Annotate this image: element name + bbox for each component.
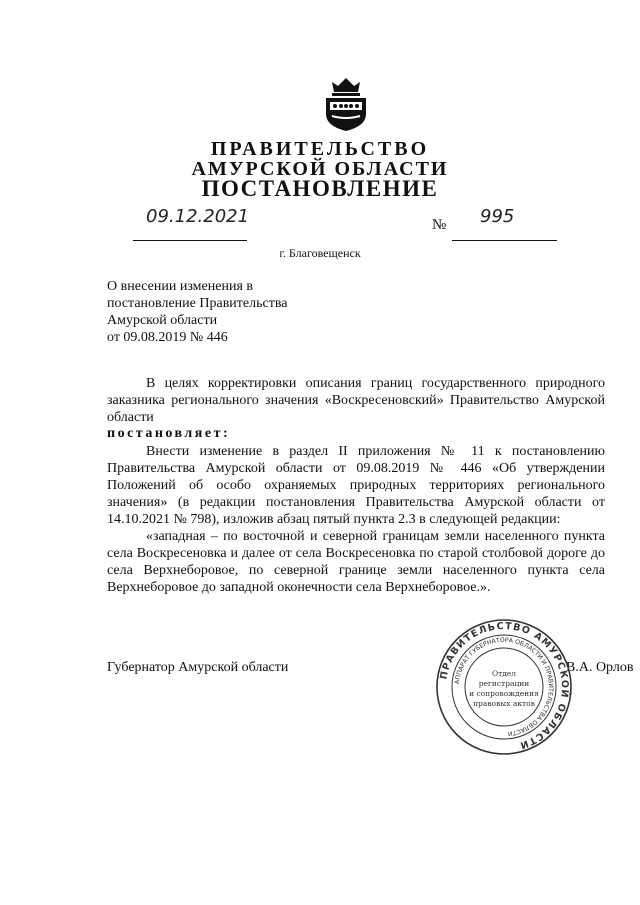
subject-block <box>107 278 287 346</box>
government-title: ПРАВИТЕЛЬСТВО <box>210 138 430 160</box>
preamble-paragraph: В целях корректировки описания границ государственного природного заказника регионального значения «Воскресеновский» Правительство Амурской области <box>107 376 605 425</box>
subject-line: Амурской области <box>107 313 218 328</box>
stamp-center-line: Отдел <box>491 669 517 678</box>
subject-line: постановление Правительства <box>107 296 288 311</box>
coat-of-arms-icon <box>322 76 370 132</box>
subject-line: О внесении изменения в <box>107 279 253 294</box>
document-date: 09.12.2021 <box>146 206 250 227</box>
signatory-title: Губернатор Амурской области <box>107 660 289 675</box>
subject-line: от 09.08.2019 № 446 <box>107 330 228 345</box>
stamp-outer-text: ПРАВИТЕЛЬСТВО АМУРСКОЙ ОБЛАСТИ <box>438 620 571 751</box>
official-stamp <box>435 618 573 756</box>
stamp-center-line: правовых актов <box>473 699 535 708</box>
region-title: АМУРСКОЙ ОБЛАСТИ <box>191 158 449 180</box>
city: г. Благовещенск <box>279 246 361 260</box>
document-type: ПОСТАНОВЛЕНИЕ <box>201 176 439 201</box>
new-text-paragraph: «западная – по восточной и северной границам земли населенного пункта села Воскресеновка и далее от села Воскресеновка по старой столбовой дороге до села Верхнеборовое, по северной границе земли населенного пункта села Верхнеборовое до западной оконечности села Верхнеборовое.». <box>107 529 605 595</box>
stamp-center-line: регистрации <box>478 679 530 688</box>
decision-paragraph: Внести изменение в раздел II приложения № 11 к постановлению Правительства Амурской области от 09.08.2019 № 446 «Об утверждении Положений об особо охраняемых природных территориях регионального значения» (в редакции постановления Правительства Амурской области от 14.10.2021 № 798), изложив абзац пятый пункта 2.3 в следующей редакции: <box>107 444 605 527</box>
stamp-inner-text: АППАРАТ ГУБЕРНАТОРА ОБЛАСТИ И ПРАВИТЕЛЬСТВА ОБЛАСТИ <box>454 636 555 737</box>
number-label: № <box>432 217 447 233</box>
document-number: 995 <box>480 206 515 227</box>
signatory-name: В.А. Орлов <box>566 660 634 675</box>
stamp-center-line: и сопровождения <box>469 689 539 698</box>
decree-word: постановляет: <box>107 426 231 441</box>
